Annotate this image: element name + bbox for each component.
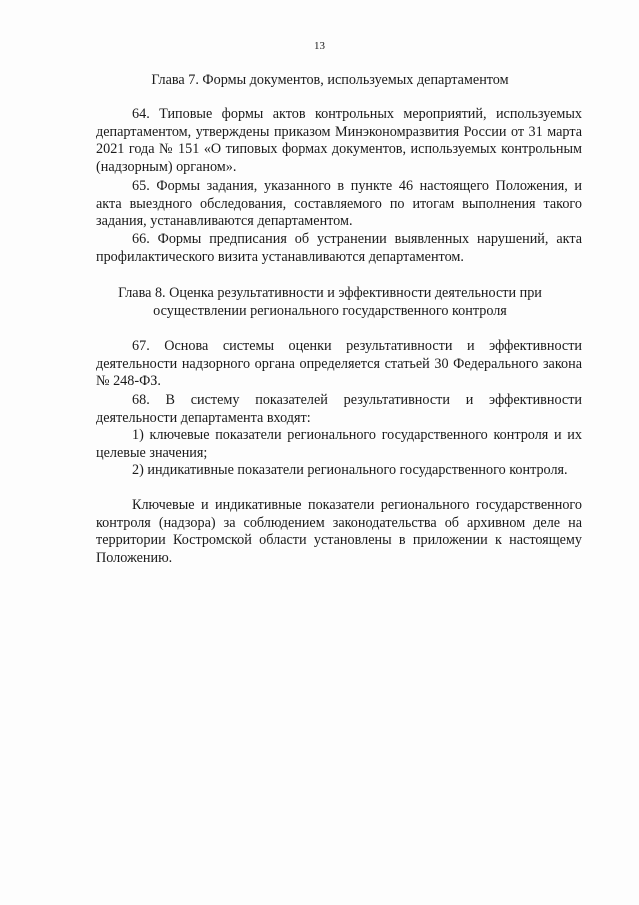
paragraph-68: 68. В систему показателей результативности и эффективности деятельности департамента входят: xyxy=(96,392,582,426)
chapter-8-heading-line-1: Глава 8. Оценка результативности и эффективности деятельности при xyxy=(118,285,542,301)
paragraph-64: 64. Типовые формы актов контрольных мероприятий, используемых департаментом, утверждены приказом Минэкономразвития России от 31 марта 2021 года № 151 «О типовых формах документов, используемых контрольным (надзорным) органом». xyxy=(96,106,582,175)
page-number: 13 xyxy=(314,40,325,52)
chapter-8-heading xyxy=(60,284,600,320)
closing-paragraph: Ключевые и индикативные показатели регионального государственного контроля (надзора) за соблюдением законодательства об архивном деле на территории Костромской области установлены в приложении к настоящему Положению. xyxy=(96,497,582,566)
chapter-8-heading-line-2: осуществлении регионального государственного контроля xyxy=(153,303,507,319)
paragraph-67: 67. Основа системы оценки результативности и эффективности деятельности надзорного органа определяется статьей 30 Федерального закона № 248-ФЗ. xyxy=(96,338,582,390)
paragraph-65: 65. Формы задания, указанного в пункте 46 настоящего Положения, и акта выездного обследования, составляемого по итогам выполнения такого задания, устанавливаются департаментом. xyxy=(96,178,582,230)
chapter-7-heading: Глава 7. Формы документов, используемых департаментом xyxy=(151,72,509,88)
paragraph-66: 66. Формы предписания об устранении выявленных нарушений, акта профилактического визита устанавливаются департаментом. xyxy=(96,231,582,265)
list-item-1: 1) ключевые показатели регионального государственного контроля и их целевые значения; xyxy=(96,427,582,461)
list-item-2: 2) индикативные показатели регионального государственного контроля. xyxy=(132,462,568,478)
